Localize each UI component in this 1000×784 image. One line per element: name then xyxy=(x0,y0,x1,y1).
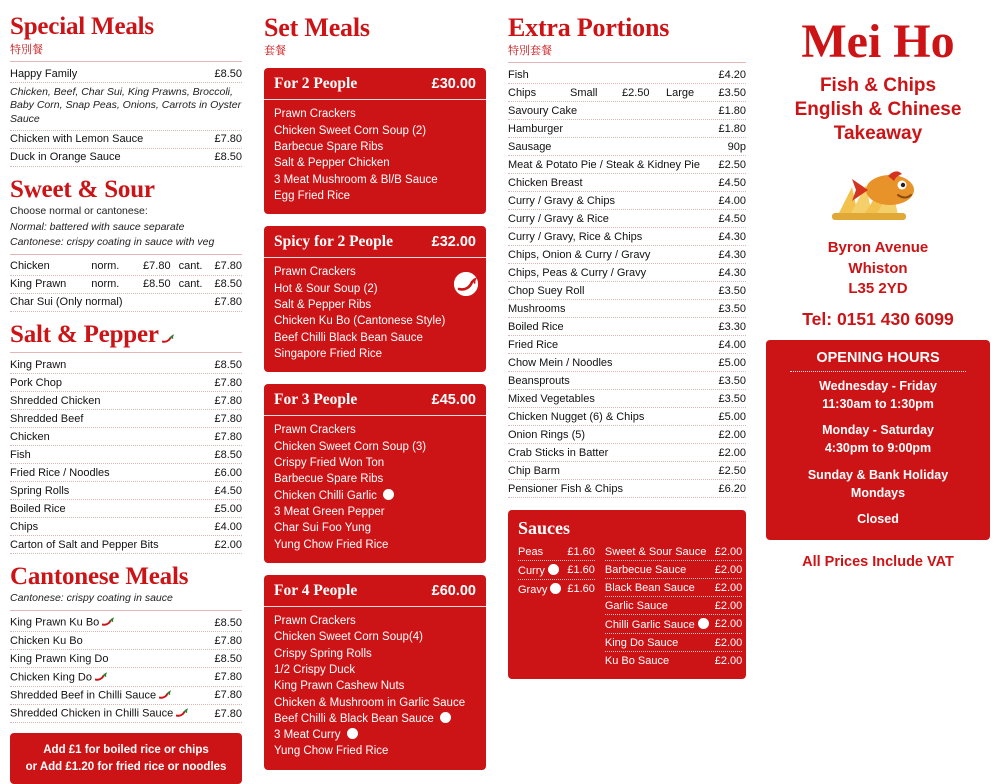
item-price: £8.50 xyxy=(214,358,242,371)
spicy-chilli-badge-icon xyxy=(454,272,478,296)
set-meal-header xyxy=(264,226,486,257)
item-name: Pensioner Fish & Chips xyxy=(508,482,623,495)
brand-name: Mei Ho xyxy=(801,15,955,68)
item-price: £6.00 xyxy=(214,466,242,479)
menu-row xyxy=(508,390,746,408)
sauce-row xyxy=(605,561,742,579)
set-meal-box xyxy=(264,226,486,372)
brand-tagline-2: English & Chinese xyxy=(794,98,962,120)
item-name: King Prawn xyxy=(10,278,67,291)
sauce-row xyxy=(605,634,742,652)
item-price: £4.50 xyxy=(718,176,746,189)
item-price: £3.50 xyxy=(718,284,746,297)
menu-row xyxy=(508,156,746,174)
item-name: Chicken Ku Bo xyxy=(10,634,83,647)
sauce-price: £2.00 xyxy=(714,618,743,631)
sauce-row xyxy=(605,579,742,597)
opening-hours-line-6: Mondays xyxy=(850,485,906,500)
set-meal-item: Chicken Chilli Garlic xyxy=(274,488,476,504)
sauce-name: King Do Sauce xyxy=(604,636,679,649)
item-name: Meat & Potato Pie / Steak & Kidney Pie xyxy=(508,158,700,171)
item-name: Shredded Beef in Chilli Sauce xyxy=(10,689,208,701)
sweet-sour-note-3: Cantonese: crispy coating in sauce with veg xyxy=(10,236,215,249)
set-meal-header xyxy=(264,575,486,606)
set-meal-item: Barbecue Spare Ribs xyxy=(274,473,384,486)
set-meal-item: Egg Fried Rice xyxy=(274,189,351,202)
vat-notice: All Prices Include VAT xyxy=(802,553,954,570)
chilli-icon xyxy=(159,689,171,700)
menu-row xyxy=(508,408,746,426)
sauce-row xyxy=(605,597,742,615)
set-meal-item-list xyxy=(264,613,486,760)
set-meal-header xyxy=(264,68,486,99)
section-title-extra-portions: Extra Portions xyxy=(508,13,670,42)
menu-row xyxy=(10,464,242,482)
divider xyxy=(10,352,242,353)
sauce-price: £2.00 xyxy=(714,654,743,667)
set-meal-item: Chicken Sweet Corn Soup(4) xyxy=(274,631,423,644)
set-meal-price: £30.00 xyxy=(431,76,476,93)
chilli-icon xyxy=(102,616,114,627)
item-name: Shredded Chicken xyxy=(10,394,101,407)
set-meal-item: 3 Meat Mushroom & Bl/B Sauce xyxy=(274,173,438,186)
item-option-1: norm. xyxy=(91,260,120,273)
menu-row xyxy=(508,300,746,318)
sweet-sour-note-1: Choose normal or cantonese: xyxy=(10,204,148,217)
chilli-icon xyxy=(95,671,107,682)
sauce-name: Chilli Garlic Sauce xyxy=(605,618,709,631)
menu-row xyxy=(10,614,242,632)
item-price-2: £7.80 xyxy=(214,260,242,273)
set-meal-title: For 2 People xyxy=(274,75,358,93)
item-price: £3.50 xyxy=(718,392,746,405)
item-name: Savoury Cake xyxy=(508,104,578,117)
set-meal-item: Char Sui Foo Yung xyxy=(274,522,371,535)
menu-row xyxy=(10,518,242,536)
menu-row xyxy=(508,480,746,498)
menu-row xyxy=(10,258,242,276)
item-price: £8.50 xyxy=(214,448,242,461)
opening-hours-title: OPENING HOURS xyxy=(816,350,940,366)
set-meal-item: Prawn Crackers xyxy=(274,424,356,437)
menu-row-chips xyxy=(508,84,746,102)
menu-row xyxy=(508,246,746,264)
chilli-icon xyxy=(162,323,174,334)
set-meal-item: 3 Meat Curry xyxy=(274,727,476,743)
menu-row xyxy=(508,426,746,444)
sauce-name: Barbecue Sauce xyxy=(604,563,687,576)
menu-row xyxy=(10,668,242,686)
column-set-meals xyxy=(264,14,486,782)
item-price: £3.50 xyxy=(718,374,746,387)
item-price: £7.80 xyxy=(214,394,242,407)
sauce-name: Ku Bo Sauce xyxy=(604,654,670,667)
fish-and-chips-logo-icon xyxy=(818,157,938,227)
menu-row xyxy=(10,482,242,500)
menu-row xyxy=(508,336,746,354)
set-meal-box xyxy=(264,384,486,563)
item-name: Chow Mein / Noodles xyxy=(508,356,613,369)
menu-row xyxy=(508,192,746,210)
item-name: Fish xyxy=(10,448,31,461)
item-price: £4.00 xyxy=(214,520,242,533)
item-option-2: cant. xyxy=(178,260,203,273)
item-name: Fried Rice xyxy=(508,338,559,351)
item-name: Char Sui (Only normal) xyxy=(10,296,123,309)
menu-row xyxy=(10,65,242,83)
menu-row xyxy=(508,138,746,156)
item-name: Carton of Salt and Pepper Bits xyxy=(10,538,159,551)
section-subtitle-special-meals: 特別餐 xyxy=(10,43,43,57)
sauce-name: Black Bean Sauce xyxy=(604,581,695,594)
item-name: Chicken King Do xyxy=(10,671,208,683)
menu-row xyxy=(508,444,746,462)
item-price: £8.50 xyxy=(214,616,242,629)
set-meal-item: Prawn Crackers xyxy=(274,614,356,627)
item-price: £7.80 xyxy=(214,133,242,146)
add-extras-line-1: Add £1 for boiled rice or chips xyxy=(43,744,209,757)
column-special-meals xyxy=(10,14,242,784)
sauce-row xyxy=(605,543,742,561)
sauce-row xyxy=(518,543,595,561)
item-price: £7.80 xyxy=(214,689,242,702)
set-meal-box xyxy=(264,575,486,770)
set-meal-item: Beef Chilli Black Bean Sauce xyxy=(274,331,423,344)
item-price: £5.00 xyxy=(718,410,746,423)
set-meal-item-list xyxy=(264,422,486,553)
sauce-row xyxy=(518,580,595,598)
item-price-2: £7.80 xyxy=(214,296,242,309)
sauce-price: £1.60 xyxy=(567,545,595,558)
sauce-row xyxy=(518,561,595,580)
item-name: Chicken with Lemon Sauce xyxy=(10,133,144,146)
sauce-price: £2.00 xyxy=(714,599,743,612)
menu-row xyxy=(508,462,746,480)
item-price: £2.00 xyxy=(718,446,746,459)
item-name: Chop Suey Roll xyxy=(508,284,585,297)
item-price: £1.80 xyxy=(718,122,746,135)
item-name: Happy Family xyxy=(10,67,78,80)
item-price: £2.50 xyxy=(718,158,746,171)
item-name: Crab Sticks in Batter xyxy=(508,446,609,459)
address-line-1: Byron Avenue xyxy=(827,239,929,257)
divider xyxy=(10,61,242,62)
add-extras-line-2: or Add £1.20 for fried rice or noodles xyxy=(25,760,227,773)
item-price: £4.30 xyxy=(718,266,746,279)
section-title-set-meals: Set Meals xyxy=(264,13,370,42)
menu-row xyxy=(10,410,242,428)
sauces-title: Sauces xyxy=(518,518,571,539)
size-small-label: Small xyxy=(570,86,598,99)
set-meal-item: Chicken Sweet Corn Soup (2) xyxy=(274,124,427,137)
set-meal-price: £32.00 xyxy=(431,234,476,251)
set-meal-item: Crispy Spring Rolls xyxy=(274,647,372,660)
item-price: £7.80 xyxy=(214,671,242,683)
menu-row xyxy=(508,66,746,84)
menu-row xyxy=(10,149,242,167)
divider xyxy=(790,371,966,372)
spicy-icon xyxy=(548,564,559,575)
item-price: £7.80 xyxy=(214,376,242,389)
item-name: Curry / Gravy, Rice & Chips xyxy=(508,230,643,243)
sauce-name: Garlic Sauce xyxy=(604,599,668,612)
set-meal-item: 1/2 Crispy Duck xyxy=(274,663,356,676)
item-name: Duck in Orange Sauce xyxy=(10,151,121,164)
set-meal-item: Beef Chilli & Black Bean Sauce xyxy=(274,711,476,727)
set-meal-item: Chicken & Mushroom in Garlic Sauce xyxy=(274,696,466,709)
item-price: £7.80 xyxy=(214,412,242,425)
item-name: Chicken Nugget (6) & Chips xyxy=(508,410,645,423)
cantonese-note: Cantonese: crispy coating in sauce xyxy=(10,592,173,605)
menu-row xyxy=(508,282,746,300)
menu-row xyxy=(508,318,746,336)
menu-row xyxy=(10,374,242,392)
set-meal-title: For 3 People xyxy=(274,391,358,409)
menu-row xyxy=(10,131,242,149)
opening-hours-line-2: 11:30am to 1:30pm xyxy=(822,397,934,412)
item-name: Chicken xyxy=(10,430,50,443)
set-meal-box xyxy=(264,68,486,214)
chilli-icon xyxy=(176,707,188,718)
spicy-icon xyxy=(698,618,709,629)
item-price: £7.80 xyxy=(214,430,242,443)
opening-hours-box xyxy=(766,340,990,540)
extra-portions-list xyxy=(508,102,746,498)
item-name: Chips, Peas & Curry / Gravy xyxy=(508,266,647,279)
item-price: £6.20 xyxy=(718,482,746,495)
item-price-2: £8.50 xyxy=(214,278,242,291)
item-name: Mushrooms xyxy=(508,302,566,315)
item-name: Hamburger xyxy=(508,122,564,135)
item-name: Fried Rice / Noodles xyxy=(10,466,110,479)
set-meal-price: £45.00 xyxy=(431,392,476,409)
sweet-sour-note-2: Normal: battered with sauce separate xyxy=(10,220,185,233)
item-name: King Prawn Ku Bo xyxy=(10,616,208,628)
item-name: Curry / Gravy & Rice xyxy=(508,212,609,225)
section-title-special-meals: Special Meals xyxy=(10,13,154,40)
item-price-1: £8.50 xyxy=(143,278,171,291)
set-meal-item-list xyxy=(264,264,486,362)
set-meal-item: Chicken Ku Bo (Cantonese Style) xyxy=(274,315,446,328)
section-title-salt-pepper xyxy=(10,322,242,348)
item-price: £7.80 xyxy=(214,634,242,647)
item-price: £8.50 xyxy=(214,652,242,665)
item-option-2: cant. xyxy=(178,278,203,291)
divider xyxy=(508,62,746,63)
menu-row xyxy=(10,428,242,446)
column-extra-portions xyxy=(508,14,746,679)
item-name: Boiled Rice xyxy=(10,502,66,515)
menu-row xyxy=(10,392,242,410)
item-price: £4.00 xyxy=(718,338,746,351)
brand-tagline-1: Fish & Chips xyxy=(819,75,937,96)
item-price: £4.00 xyxy=(718,194,746,207)
item-price: £3.30 xyxy=(718,320,746,333)
telephone-number[interactable]: Tel: 0151 430 6099 xyxy=(802,309,954,329)
menu-row xyxy=(10,632,242,650)
item-option-1: norm. xyxy=(91,278,120,291)
menu-row xyxy=(508,228,746,246)
menu-row xyxy=(10,276,242,294)
set-meal-item: Salt & Pepper Ribs xyxy=(274,298,372,311)
set-meal-item: Hot & Sour Soup (2) xyxy=(274,282,378,295)
sauce-name: Peas xyxy=(518,545,544,558)
section-subtitle-extra-portions: 特別套餐 xyxy=(508,44,552,58)
happy-family-note: Chicken, Beef, Char Sui, King Prawns, Broccoli, Baby Corn, Snap Peas, Onions, Carrots in Oyster Sauce xyxy=(10,83,242,130)
item-name: Chips xyxy=(508,86,537,99)
item-name: Spring Rolls xyxy=(10,484,70,497)
set-meal-item: Yung Chow Fried Rice xyxy=(274,538,389,551)
set-meal-boxes xyxy=(264,68,486,770)
item-price: £4.20 xyxy=(718,68,746,81)
sauce-row xyxy=(605,652,742,669)
spicy-icon xyxy=(383,489,394,500)
opening-hours-line-7: Closed xyxy=(857,511,899,526)
set-meal-item: King Prawn Cashew Nuts xyxy=(274,680,405,693)
item-name: Fish xyxy=(508,68,529,81)
item-price: £4.50 xyxy=(718,212,746,225)
item-price: £4.50 xyxy=(214,484,242,497)
item-name: Mixed Vegetables xyxy=(508,392,595,405)
menu-row xyxy=(10,687,242,705)
sauce-price: £2.00 xyxy=(714,581,743,594)
item-price: £7.80 xyxy=(214,707,242,720)
item-name: Chicken Breast xyxy=(508,176,583,189)
size-large-label: Large xyxy=(666,86,695,99)
item-price: £1.80 xyxy=(718,104,746,117)
set-meal-item: Prawn Crackers xyxy=(274,108,356,121)
menu-row xyxy=(508,354,746,372)
item-name: King Prawn xyxy=(10,358,67,371)
item-name: Curry / Gravy & Chips xyxy=(508,194,615,207)
item-price: £2.00 xyxy=(718,428,746,441)
item-price: £2.00 xyxy=(214,538,242,551)
sauce-name: Gravy xyxy=(518,583,561,596)
set-meal-item: Yung Chow Fried Rice xyxy=(274,745,389,758)
set-meal-price: £60.00 xyxy=(431,582,476,599)
item-price: £8.50 xyxy=(214,151,242,164)
set-meal-item: Singapore Fried Rice xyxy=(274,347,383,360)
item-name: Sausage xyxy=(508,140,552,153)
add-extras-box xyxy=(10,733,242,784)
item-name: Shredded Chicken in Chilli Sauce xyxy=(10,707,208,719)
address-line-2: Whiston xyxy=(848,259,908,277)
size-small-price: £2.50 xyxy=(622,86,650,99)
item-name: Pork Chop xyxy=(10,376,62,389)
menu-row xyxy=(10,536,242,554)
sauce-price: £1.60 xyxy=(567,564,595,577)
opening-hours-line-5: Sunday & Bank Holiday xyxy=(807,467,949,482)
item-name: Chips xyxy=(10,520,39,533)
section-title-sweet-sour: Sweet & Sour xyxy=(10,175,155,203)
menu-row xyxy=(508,174,746,192)
item-price: £4.30 xyxy=(718,230,746,243)
item-price: 90p xyxy=(727,140,746,153)
menu-row xyxy=(508,120,746,138)
brand-tagline-3: Takeaway xyxy=(833,122,923,144)
item-price: £5.00 xyxy=(718,356,746,369)
sauces-right-column xyxy=(605,543,742,669)
section-subtitle-set-meals: 套餐 xyxy=(264,44,286,58)
sauce-row xyxy=(605,615,742,634)
item-price-1: £7.80 xyxy=(143,260,171,273)
address-line-3: L35 2YD xyxy=(848,279,908,297)
item-name: Onion Rings (5) xyxy=(508,428,586,441)
item-price: £5.00 xyxy=(214,502,242,515)
menu-row xyxy=(10,294,242,312)
menu-row xyxy=(508,210,746,228)
sauces-box xyxy=(508,510,746,679)
item-price: £3.50 xyxy=(718,302,746,315)
item-price: £8.50 xyxy=(214,67,242,80)
menu-row xyxy=(10,650,242,668)
menu-row xyxy=(10,705,242,723)
set-meal-title: Spicy for 2 People xyxy=(274,233,393,251)
menu-row xyxy=(10,500,242,518)
item-name: Boiled Rice xyxy=(508,320,564,333)
spicy-icon xyxy=(550,583,561,594)
sauce-name: Sweet & Sour Sauce xyxy=(604,545,707,558)
opening-hours-line-1: Wednesday - Friday xyxy=(819,379,937,393)
menu-row xyxy=(10,356,242,374)
divider xyxy=(264,99,486,100)
set-meal-item: 3 Meat Green Pepper xyxy=(274,505,385,518)
set-meal-item: Prawn Crackers xyxy=(274,266,356,279)
item-name: King Prawn King Do xyxy=(10,652,109,665)
section-title-text: Salt & Pepper xyxy=(10,320,159,348)
set-meal-item: Salt & Pepper Chicken xyxy=(274,157,390,170)
item-name: Chicken xyxy=(10,260,50,273)
divider xyxy=(10,610,242,611)
section-title-cantonese: Cantonese Meals xyxy=(10,563,189,591)
opening-hours-line-4: 4:30pm to 9:00pm xyxy=(824,441,932,456)
opening-hours-line-3: Monday - Saturday xyxy=(822,423,934,438)
size-large-price: £3.50 xyxy=(718,86,746,99)
item-name: Chips, Onion & Curry / Gravy xyxy=(508,248,651,261)
sauces-left-column xyxy=(518,543,595,669)
divider xyxy=(264,606,486,607)
item-name: Chip Barm xyxy=(508,464,560,477)
sauce-price: £2.00 xyxy=(714,545,743,558)
item-name: Shredded Beef xyxy=(10,412,84,425)
sauce-name: Curry xyxy=(518,564,561,577)
sauce-price: £2.00 xyxy=(714,636,743,649)
spicy-icon xyxy=(440,712,451,723)
set-meal-title: For 4 People xyxy=(274,581,358,599)
divider xyxy=(264,415,486,416)
sauce-price: £2.00 xyxy=(714,563,743,576)
menu-row xyxy=(508,264,746,282)
sauce-price: £1.60 xyxy=(567,583,595,596)
salt-pepper-list xyxy=(10,356,242,554)
item-name: Beansprouts xyxy=(508,374,570,387)
menu-row xyxy=(10,446,242,464)
set-meal-item: Crispy Fried Won Ton xyxy=(274,456,385,469)
menu-row xyxy=(508,372,746,390)
set-meal-item: Chicken Sweet Corn Soup (3) xyxy=(274,440,427,453)
divider xyxy=(264,257,486,258)
menu-row xyxy=(508,102,746,120)
item-price: £2.50 xyxy=(718,464,746,477)
set-meal-header xyxy=(264,384,486,415)
spicy-icon xyxy=(347,728,358,739)
item-price: £4.30 xyxy=(718,248,746,261)
set-meal-item: Barbecue Spare Ribs xyxy=(274,140,384,153)
column-brand xyxy=(766,14,990,570)
divider xyxy=(10,254,242,255)
set-meal-item-list xyxy=(264,106,486,204)
